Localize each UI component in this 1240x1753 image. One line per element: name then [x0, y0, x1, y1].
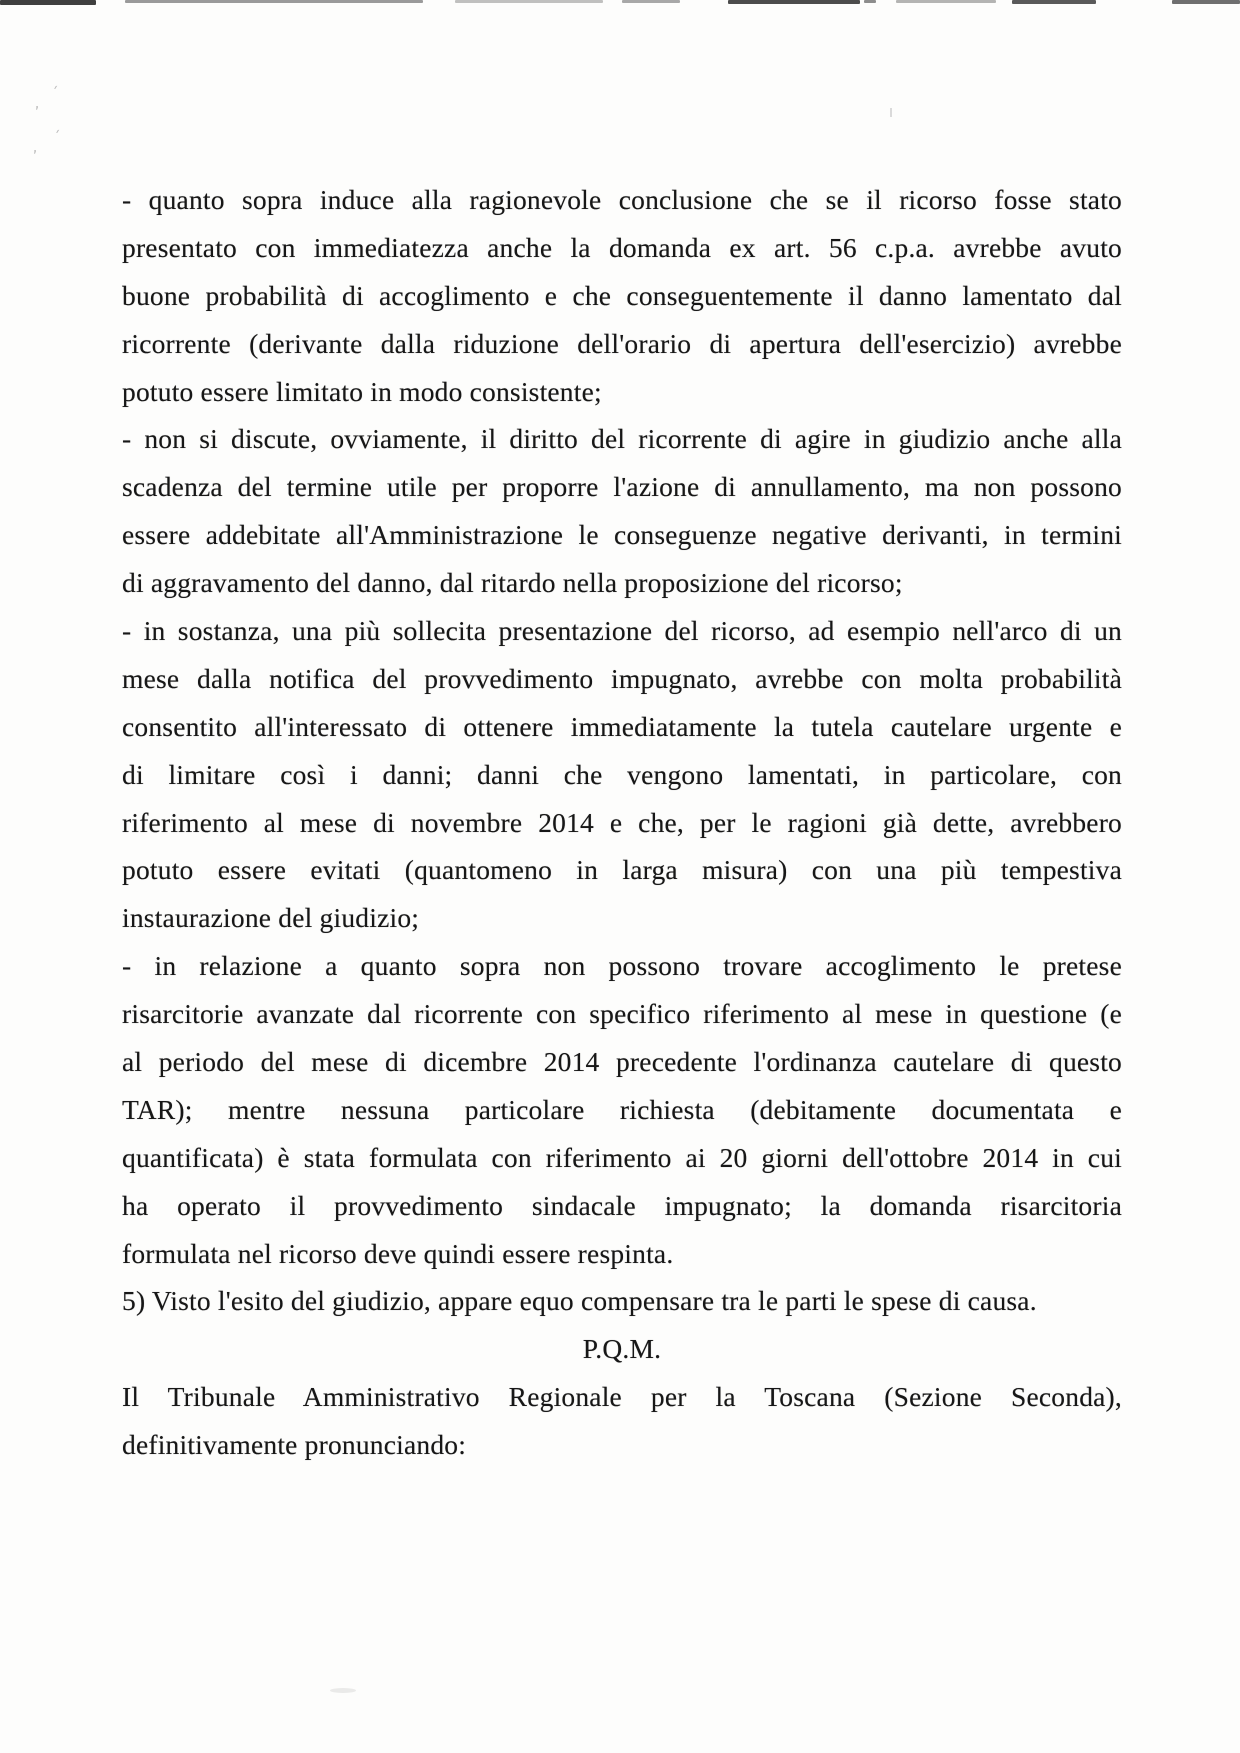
pencil-mark: ,	[32, 93, 41, 113]
scan-artifact-dash	[125, 0, 423, 3]
document-line: ha operato il provvedimento sindacale impugnato; la domanda risarcitoria	[122, 1189, 1122, 1221]
document-line: instaurazione del giudizio;	[122, 902, 420, 934]
document-line: Il Tribunale Amministrativo Regionale per la Toscana (Sezione Seconda),	[122, 1381, 1122, 1413]
scan-artifact-dash	[728, 0, 860, 4]
document-line: 5) Visto l'esito del giudizio, appare equo compensare tra le parti le spese di causa.	[122, 1285, 1037, 1317]
document-line: quantificata) è stata formulata con riferimento ai 20 giorni dell'ottobre 2014 in cui	[122, 1141, 1122, 1173]
document-line: buone probabilità di accoglimento e che conseguentemente il danno lamentato dal	[122, 279, 1122, 311]
document-line: TAR); mentre nessuna particolare richiesta (debitamente documentata e	[122, 1093, 1122, 1125]
document-line: al periodo del mese di dicembre 2014 precedente l'ordinanza cautelare di questo	[122, 1046, 1122, 1078]
document-body	[122, 176, 1122, 1469]
scan-artifact-dash	[1172, 0, 1240, 4]
scan-speck	[890, 108, 892, 117]
document-line: potuto essere limitato in modo consistente;	[122, 375, 602, 407]
document-line: formulata nel ricorso deve quindi essere respinta.	[122, 1237, 674, 1269]
document-line: potuto essere evitati (quantomeno in larga misura) con una più tempestiva	[122, 854, 1122, 886]
scan-artifact-dash	[455, 0, 603, 3]
document-line: riferimento al mese di novembre 2014 e che, per le ragioni già dette, avrebbero	[122, 806, 1122, 838]
document-line: scadenza del termine utile per proporre l'azione di annullamento, ma non possono	[122, 471, 1122, 503]
scan-artifact-dash	[622, 0, 680, 3]
document-line: risarcitorie avanzate dal ricorrente con specifico riferimento al mese in questione (e	[122, 998, 1122, 1030]
pencil-mark: ˊ	[50, 83, 61, 103]
document-line: di aggravamento del danno, dal ritardo nella proposizione del ricorso;	[122, 567, 903, 599]
pencil-mark: ,	[30, 137, 39, 157]
scan-artifact-dash	[864, 0, 876, 3]
scan-artifact-dash	[1012, 0, 1096, 4]
document-line: di limitare così i danni; danni che vengono lamentati, in particolare, con	[122, 758, 1122, 790]
document-line: mese dalla notifica del provvedimento impugnato, avrebbe con molta probabilità	[122, 662, 1122, 694]
pqm-heading: P.Q.M.	[582, 1333, 662, 1365]
document-line: essere addebitate all'Amministrazione le conseguenze negative derivanti, in termini	[122, 519, 1122, 551]
pencil-mark: ˊ	[52, 127, 63, 147]
document-line: - in sostanza, una più sollecita presentazione del ricorso, ad esempio nell'arco di un	[122, 615, 1122, 647]
document-line: ricorrente (derivante dalla riduzione dell'orario di apertura dell'esercizio) avrebbe	[122, 327, 1122, 359]
document-line: consentito all'interessato di ottenere immediatamente la tutela cautelare urgente e	[122, 710, 1122, 742]
document-line: presentato con immediatezza anche la domanda ex art. 56 c.p.a. avrebbe avuto	[122, 231, 1122, 263]
scan-smudge	[330, 1688, 356, 1693]
scan-artifact-dash	[896, 0, 996, 3]
document-line: - non si discute, ovviamente, il diritto del ricorrente di agire in giudizio anche alla	[122, 423, 1122, 455]
document-line: definitivamente pronunciando:	[122, 1429, 467, 1461]
scan-artifact-dash	[0, 0, 96, 5]
document-line: - in relazione a quanto sopra non possono trovare accoglimento le pretese	[122, 950, 1122, 982]
document-line: - quanto sopra induce alla ragionevole conclusione che se il ricorso fosse stato	[122, 184, 1122, 215]
